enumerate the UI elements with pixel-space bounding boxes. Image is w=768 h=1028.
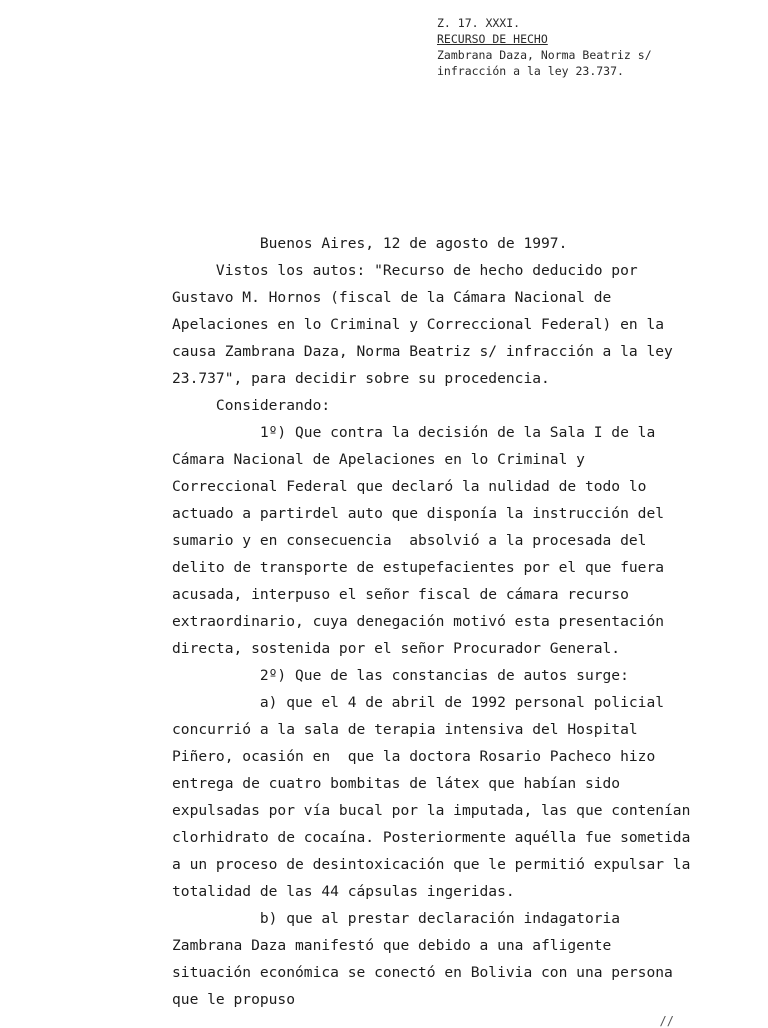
body-line: acusada, interpuso el señor fiscal de cámara recurso: [172, 586, 629, 603]
body-line: Apelaciones en lo Criminal y Correccional Federal) en la: [172, 316, 665, 333]
body-line: totalidad de las 44 cápsulas ingeridas.: [172, 883, 515, 900]
body-line: clorhidrato de cocaína. Posteriormente aquélla fue sometida: [172, 829, 691, 846]
body-line: Considerando:: [172, 397, 331, 414]
body-line: Piñero, ocasión en que la doctora Rosario Pacheco hizo: [172, 748, 656, 765]
body-line: expulsadas por vía bucal por la imputada, las que contenían: [172, 802, 691, 819]
body-line: Zambrana Daza manifestó que debido a una afligente: [172, 937, 612, 954]
body-line: 23.737", para decidir sobre su procedencia.: [172, 370, 550, 387]
body-line: Buenos Aires, 12 de agosto de 1997.: [172, 235, 568, 252]
body-line: directa, sostenida por el señor Procurador General.: [172, 640, 621, 657]
body-line: que le propuso: [172, 991, 296, 1008]
body-line: a) que el 4 de abril de 1992 personal policial: [172, 694, 665, 711]
body-line: extraordinario, cuya denegación motivó esta presentación: [172, 613, 665, 630]
document-body: [172, 230, 712, 1013]
page-continuation-mark: //: [659, 1014, 674, 1028]
body-line: Gustavo M. Hornos (fiscal de la Cámara Nacional de: [172, 289, 612, 306]
case-number: Z. 17. XXXI.: [437, 16, 521, 30]
body-line: concurrió a la sala de terapia intensiva del Hospital: [172, 721, 638, 738]
body-line: Vistos los autos: "Recurso de hecho deducido por: [172, 262, 638, 279]
case-header: [437, 15, 652, 79]
body-line: actuado a partirdel auto que disponía la instrucción del: [172, 505, 665, 522]
body-line: sumario y en consecuencia absolvió a la procesada del: [172, 532, 647, 549]
body-line: delito de transporte de estupefacientes por el que fuera: [172, 559, 665, 576]
case-title-line-2: infracción a la ley 23.737.: [437, 64, 624, 78]
body-line: 1º) Que contra la decisión de la Sala I de la: [172, 424, 656, 441]
body-line: entrega de cuatro bombitas de látex que habían sido: [172, 775, 621, 792]
body-line: Correccional Federal que declaró la nulidad de todo lo: [172, 478, 647, 495]
body-line: b) que al prestar declaración indagatoria: [172, 910, 621, 927]
body-line: 2º) Que de las constancias de autos surge:: [172, 667, 629, 684]
case-type: RECURSO DE HECHO: [437, 32, 548, 46]
body-line: causa Zambrana Daza, Norma Beatriz s/ infracción a la ley: [172, 343, 673, 360]
case-title-line-1: Zambrana Daza, Norma Beatriz s/: [437, 48, 652, 62]
body-line: a un proceso de desintoxicación que le permitió expulsar la: [172, 856, 691, 873]
body-line: situación económica se conectó en Bolivia con una persona: [172, 964, 673, 981]
body-line: Cámara Nacional de Apelaciones en lo Criminal y: [172, 451, 585, 468]
